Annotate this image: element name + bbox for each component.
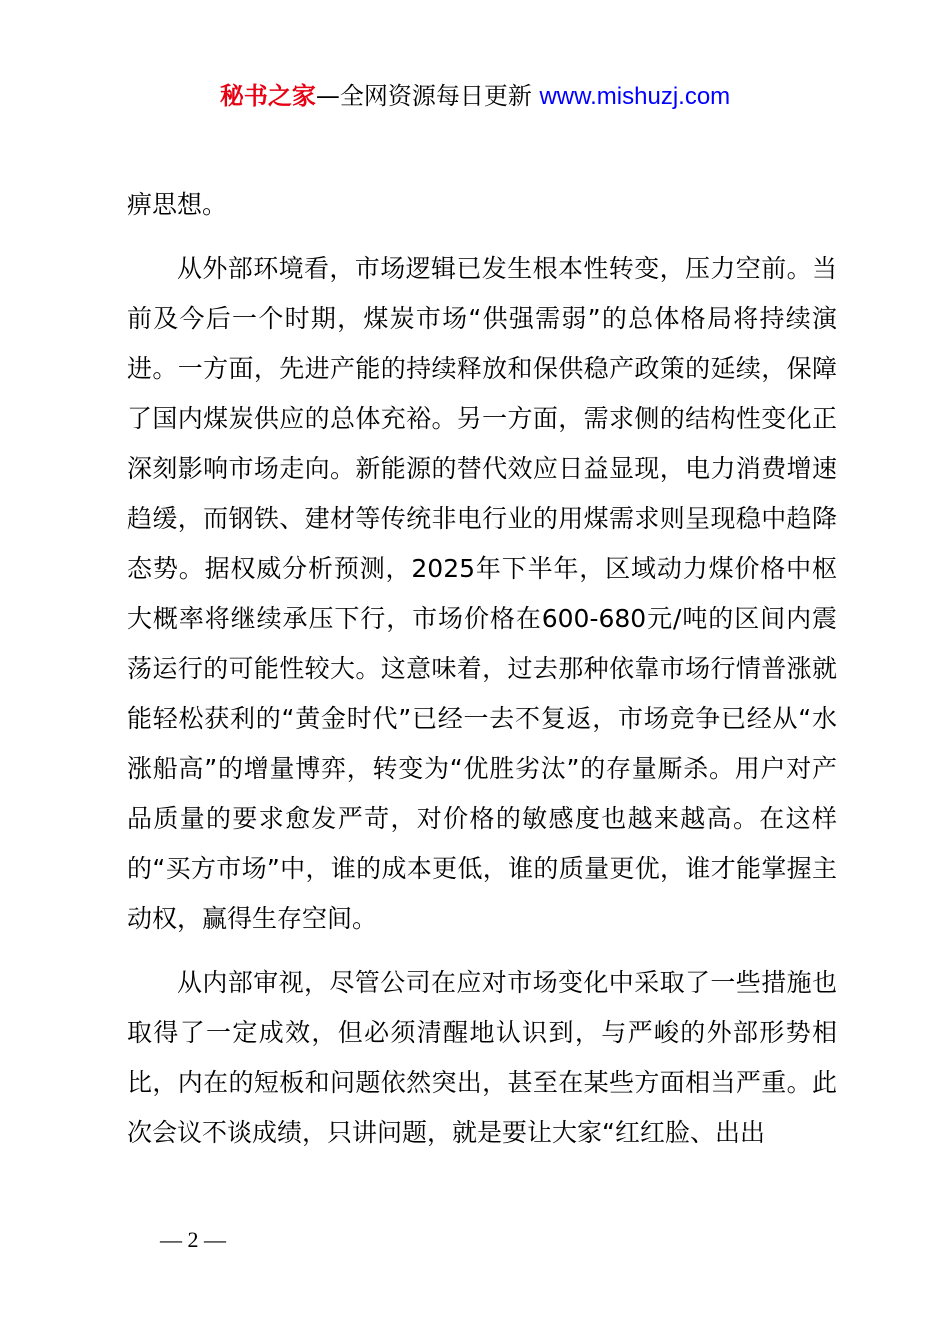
header-tagline: —全网资源每日更新 — [315, 82, 540, 110]
header-brand: 秘书之家 — [219, 82, 316, 110]
paragraph-external-environment: 从外部环境看，市场逻辑已发生根本性转变，压力空前。当前及今后一个时期，煤炭市场“供强需弱”的总体格局将持续演进。一方面，先进产能的持续释放和保供稳产政策的延续，保障了国内煤炭供应的总体充裕。另一方面，需求侧的结构性变化正深刻影响市场走向。新能源的替代效应日益显现，电力消费增速趋缓，而钢铁、建材等传统非电行业的用煤需求则呈现稳中趋降态势。据权威分析预测，2025年下半年，区域动力煤价格中枢大概率将继续承压下行，市场价格在600-680元/吨的区间内震荡运行的可能性较大。这意味着，过去那种依靠市场行情普涨就能轻松获利的“黄金时代”已经一去不复返，市场竞争已经从“水涨船高”的增量博弈，转变为“优胜劣汰”的存量厮杀。用户对产品质量的要求愈发严苛，对价格的敏感度也越来越高。在这样的“买方市场”中，谁的成本更低，谁的质量更优，谁才能掌握主动权，赢得生存空间。 — [127, 254, 837, 933]
document-body — [127, 180, 837, 1158]
header-site-link[interactable]: www.mishuzj.com — [539, 83, 731, 110]
document-header — [0, 80, 950, 113]
page-number: — 2 — — [160, 1227, 226, 1252]
paragraph-internal-review: 从内部审视，尽管公司在应对市场变化中采取了一些措施也取得了一定成效，但必须清醒地认识到，与严峻的外部形势相比，内在的短板和问题依然突出，甚至在某些方面相当严重。此次会议不谈成绩，只讲问题，就是要让大家“红红脸、出出 — [127, 968, 837, 1147]
paragraph-continuation: 痹思想。 — [127, 190, 228, 219]
